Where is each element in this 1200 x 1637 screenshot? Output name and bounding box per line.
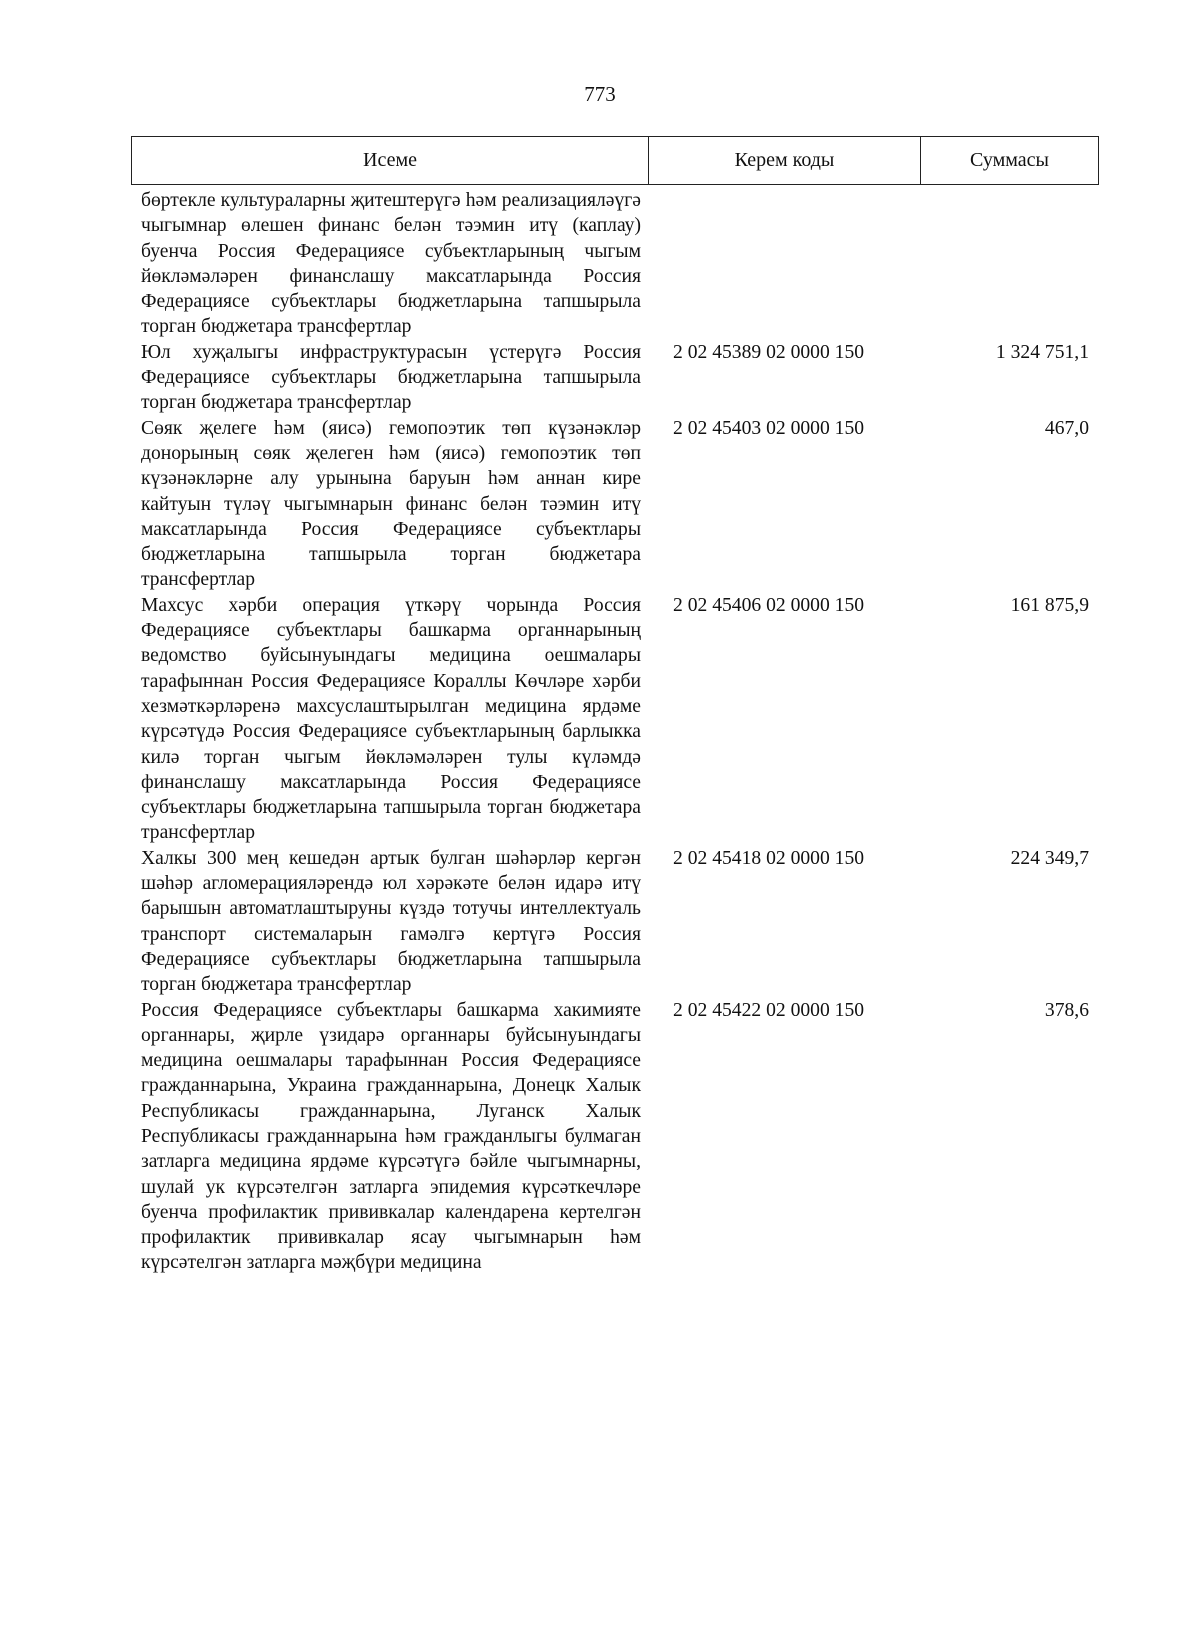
row-sum: 378,6 [1044,999,1089,1021]
row-sum: 467,0 [1044,417,1089,439]
row-sum: 1 324 751,1 [995,341,1089,363]
row-name: Сөяк җелеге һәм (яисә) гемопоэтик төп күзәнәкләр донорының сөяк җелеген һәм (яисә) гемопоэтик төп күзәнәкләрне алу урынына баруын һәм аннан кире кайтуын түләү чыгымнарын финанс белән тәэмин итү максатларында Россия Федерациясе субъектлары бюджетларына тапшырыла торган бюджетара трансфертлар [141,417,641,591]
row-code: 2 02 45389 02 0000 150 [673,341,865,363]
row-code: 2 02 45406 02 0000 150 [673,594,865,616]
row-code: 2 02 45422 02 0000 150 [673,999,865,1021]
page-number: 773 [584,82,616,106]
table-row [141,416,1101,593]
column-header-name: Исеме [132,137,649,184]
column-header-sum: Суммасы [970,149,1049,171]
table-row [141,340,1101,416]
table-body [141,188,1101,1276]
row-name: бөртекле культураларны җитештерүгә һәм реализацияләүгә чыгымнар өлешен финанс белән тәэмин итү (каплау) буенча Россия Федерациясе субъектларының чыгым йөкләмәләрен финанслашу максатларында Россия Федерациясе субъектлары бюджетларына тапшырыла торган бюджетара трансфертлар [141,190,641,338]
table-row [141,593,1101,846]
row-name: Махсус хәрби операция үткәрү чорында Россия Федерациясе субъектлары башкарма органнарының ведомство буйсынуындагы медицина оешмалары тарафыннан Россия Федерациясе Кораллы Көчләре хәрби хезмәткәрләренә махсуслаштырылган медицина ярдәме күрсәтүдә Россия Федерациясе субъектларының барлыкка килә торган чыгым йөкләмәләрен тулы күләмдә финанслашу максатларында Россия Федерациясе субъектлары бюджетларына тапшырыла торган бюджетара трансфертлар [141,594,641,844]
table-row [141,188,1101,340]
row-code: 2 02 45403 02 0000 150 [673,417,865,439]
table-header [131,136,1099,185]
column-header-code: Керем коды [649,137,921,184]
table-row [141,998,1101,1276]
row-name: Россия Федерациясе субъектлары башкарма хакимияте органнары, җирле үзидарә органнары буйсынуындагы медицина оешмалары тарафыннан Россия Федерациясе гражданнарына, Украина гражданнарына, Донецк Халык Республикасы гражданнарына, Луганск Халык Республикасы гражданнарына һәм гражданлыгы булмаган затларга медицина ярдәме күрсәтүгә бәйле чыгымнарны, шулай ук күрсәтелгән затларга эпидемия күрсәткечләре буенча профилактик прививкалар календарена кертелгән профилактик прививкалар ясау чыгымнарын һәм күрсәтелгән затларга мәҗбүри медицина [141,999,641,1274]
table-row [141,846,1101,998]
row-code: 2 02 45418 02 0000 150 [673,847,865,869]
row-sum: 224 349,7 [1010,847,1089,869]
row-name: Юл хуҗалыгы инфраструктурасын үстерүгә Россия Федерациясе субъектлары бюджетларына тапшырыла торган бюджетара трансфертлар [141,341,641,414]
row-name: Халкы 300 мең кешедән артык булган шәһәрләр кергән шәһәр агломерацияләрендә юл хәрәкәте белән идарә итү барышын автоматлаштыруны күздә тотучы интеллектуаль транспорт системаларын гамәлгә кертүгә Россия Федерациясе субъектлары бюджетларына тапшырыла торган бюджетара трансфертлар [141,847,641,996]
row-sum: 161 875,9 [1010,594,1089,616]
